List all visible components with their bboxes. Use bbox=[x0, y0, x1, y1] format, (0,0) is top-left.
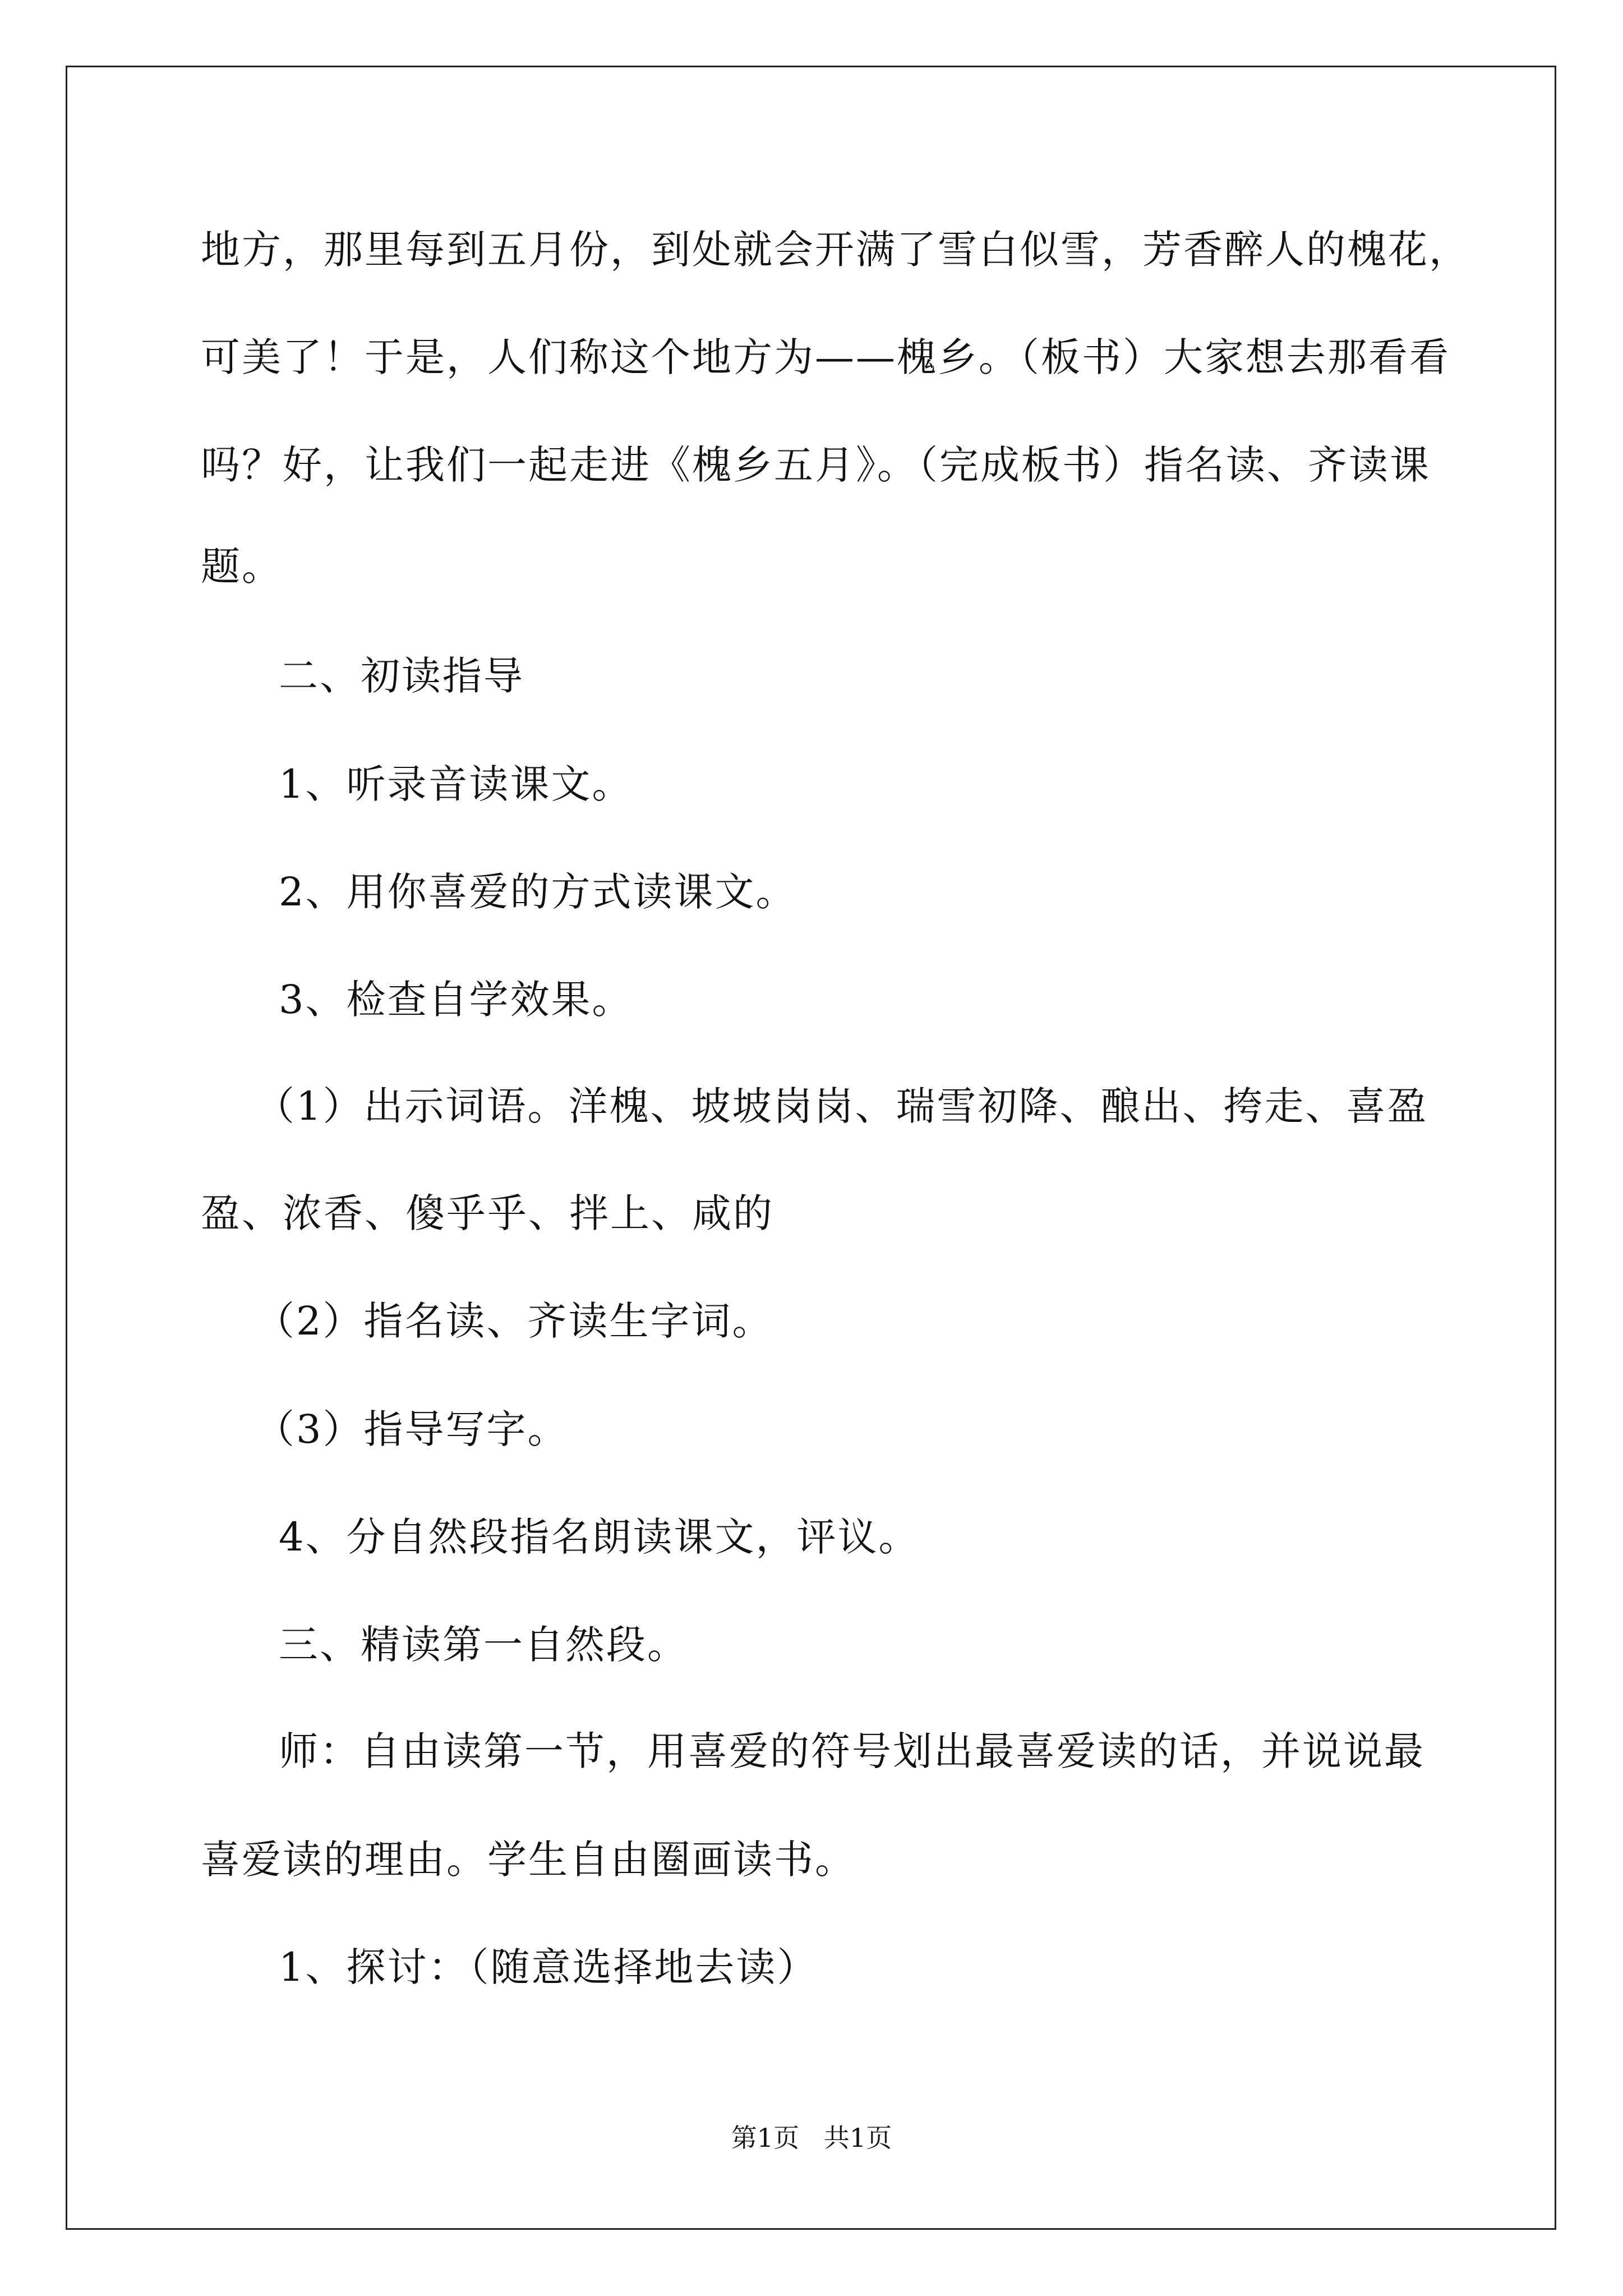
section-heading: 三、精读第一自然段。 bbox=[279, 1622, 688, 1668]
sub-item: （3）指导写字。 bbox=[255, 1406, 569, 1452]
page-footer: 第1页 共1页 bbox=[731, 2123, 892, 2153]
sub-item-line: 盈、浓香、傻乎乎、拌上、咸的 bbox=[201, 1190, 774, 1236]
list-item: 2、用你喜爱的方式读课文。 bbox=[279, 869, 797, 915]
list-item: 1、探讨：（随意选择地去读） bbox=[279, 1944, 818, 1990]
page-border bbox=[66, 66, 1556, 2230]
section-heading: 二、初读指导 bbox=[279, 653, 524, 699]
paragraph-line: 吗？好，让我们一起走进《槐乡五月》。（完成板书）指名读、齐读课 bbox=[201, 442, 1431, 488]
sub-item: （2）指名读、齐读生字词。 bbox=[255, 1298, 773, 1344]
paragraph-line: 可美了！于是，人们称这个地方为——槐乡。（板书）大家想去那看看 bbox=[201, 334, 1450, 380]
list-item: 3、检查自学效果。 bbox=[279, 977, 633, 1023]
teacher-line: 师：自由读第一节，用喜爱的符号划出最喜爱读的话，并说说最 bbox=[279, 1728, 1425, 1774]
sub-item-line: （1）出示词语。洋槐、坡坡岗岗、瑞雪初降、酿出、挎走、喜盈 bbox=[255, 1083, 1428, 1129]
teacher-line: 喜爱读的理由。学生自由圈画读书。 bbox=[201, 1837, 856, 1883]
paragraph-line: 题。 bbox=[201, 544, 283, 590]
list-item: 4、分自然段指名朗读课文，评议。 bbox=[279, 1514, 920, 1560]
list-item: 1、听录音读课文。 bbox=[279, 761, 633, 807]
paragraph-line: 地方，那里每到五月份，到处就会开满了雪白似雪，芳香醉人的槐花， bbox=[201, 227, 1470, 273]
